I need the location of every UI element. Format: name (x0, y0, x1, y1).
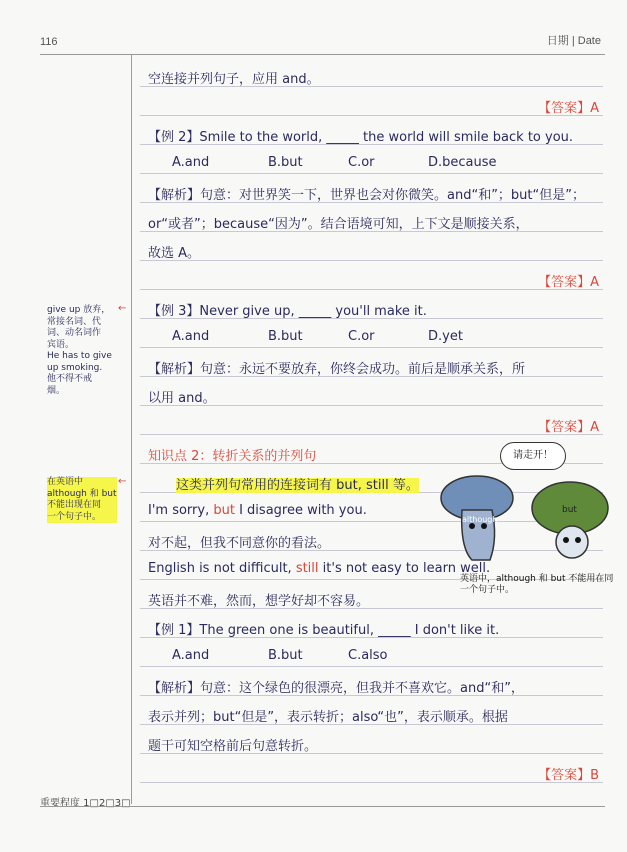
side-note-line: 常接名词、代 (47, 316, 102, 327)
ruled-line (140, 260, 603, 261)
explanation-line: 题干可知空格前后句意转折。 (148, 739, 318, 754)
explanation-line: 表示并列；but“但是”，表示转折；also“也”，表示顺承。根据 (148, 710, 508, 725)
option-c: C.also (348, 648, 388, 663)
answer-label: 【答案】A (538, 275, 599, 290)
side-note-line: 在英语中 (47, 477, 117, 489)
option-a: A.and (172, 648, 210, 663)
explanation-line: 故选 A。 (148, 246, 201, 261)
side-note-line: 他不得不戒 (47, 374, 93, 384)
sentence-text: I'm sorry, (148, 503, 214, 518)
example-question (148, 126, 573, 145)
side-note-although-but (47, 477, 117, 523)
side-note-give-up (47, 305, 112, 397)
ruled-line (140, 347, 603, 348)
ruled-line (140, 782, 603, 783)
side-note-line: 宾语。 (47, 339, 75, 350)
side-note-line: 烟。 (47, 385, 66, 396)
explanation-line: 【解析】句意：永远不要放弃，你终会成功。前后是顺承关系，所 (148, 362, 526, 377)
option-d: D.yet (428, 329, 463, 344)
knowledge-point-title: 知识点 2：转折关系的并列句 (148, 449, 317, 464)
header-divider (40, 54, 605, 55)
side-note-line: give up 放弃， (47, 305, 111, 315)
mushroom-illustration (432, 468, 612, 578)
margin-rule (131, 54, 132, 804)
highlighted-note: 这类并列句常用的连接词有 but, still 等。 (176, 478, 419, 493)
side-note-line: He has to give (47, 351, 112, 361)
example-question-text: 【例 2】Smile to the world, _____ the world will smile back to you. (148, 130, 574, 145)
caption-line: 英语中，although 和 but 不能用在同 (460, 574, 614, 584)
conjunction-keyword: but (213, 503, 235, 518)
arrow-left-icon: ← (118, 476, 127, 487)
importance-rating: 重要程度 1□2□3□ (40, 798, 131, 809)
translation-line: 英语并不难，然而，想学好却不容易。 (148, 594, 370, 609)
page-number: 116 (40, 36, 58, 48)
mushroom-right-label: but (562, 505, 577, 515)
example-question: 【例 1】The green one is beautiful, _____ I don't like it. (148, 623, 500, 638)
ruled-line (140, 289, 603, 290)
explanation-line: or“或者”；because“因为”。结合语境可知，上下文是顺接关系， (148, 217, 529, 232)
sentence-text: English is not difficult, (148, 561, 296, 576)
ruled-line (140, 666, 603, 667)
sentence-text: it's not easy to learn well. (318, 561, 491, 576)
example-sentence (148, 503, 367, 518)
knowledge-point-note (176, 474, 419, 493)
speech-bubble: 请走开！ (500, 442, 566, 470)
option-c: C.or (348, 155, 375, 170)
caption-line: 一个句子中。 (460, 585, 515, 595)
example-question: 【例 3】Never give up, _____ you'll make it. (148, 304, 427, 319)
option-b: B.but (268, 329, 303, 344)
date-label: 日期 | Date (546, 35, 601, 47)
arrow-left-icon: ← (118, 303, 127, 314)
sentence-text: I disagree with you. (234, 503, 367, 518)
eye-icon (575, 537, 581, 543)
option-c: C.or (348, 329, 375, 344)
mushroom-left-label: although (462, 515, 498, 524)
ruled-line (140, 434, 603, 435)
illustration-caption (460, 574, 613, 596)
conjunction-keyword: still (295, 561, 319, 576)
ruled-line (140, 115, 603, 116)
answer-label: 【答案】A (538, 101, 599, 116)
side-note-line: 一个句子中。 (47, 512, 117, 524)
option-a: A.and (172, 329, 210, 344)
footer-divider (40, 806, 605, 807)
side-note-line: up smoking. (47, 362, 103, 373)
side-note-line: 词、动名词作 (47, 328, 102, 338)
explanation-line: 【解析】句意：这个绿色的很漂亮，但我并不喜欢它。and“和”， (148, 681, 524, 696)
answer-label: 【答案】B (538, 768, 599, 783)
option-a: A.and (172, 155, 210, 170)
option-b: B.but (268, 648, 303, 663)
translation-line: 对不起，但我不同意你的看法。 (148, 536, 331, 551)
mushroom-stem-right (556, 526, 588, 558)
ruled-line (140, 173, 603, 174)
explanation-line: 以用 and。 (148, 391, 216, 406)
explanation-line: 【解析】句意：对世界笑一下，世界也会对你微笑。and“和”；but“但是”； (148, 188, 585, 203)
option-d: D.because (428, 155, 497, 170)
side-note-line: although 和 but (47, 488, 117, 499)
answer-label: 【答案】A (538, 420, 599, 435)
side-note-line: 不能出现在同 (47, 500, 117, 512)
option-b: B.but (268, 155, 303, 170)
text-line: 空连接并列句子，应用 and。 (148, 72, 320, 87)
eye-icon (563, 537, 569, 543)
